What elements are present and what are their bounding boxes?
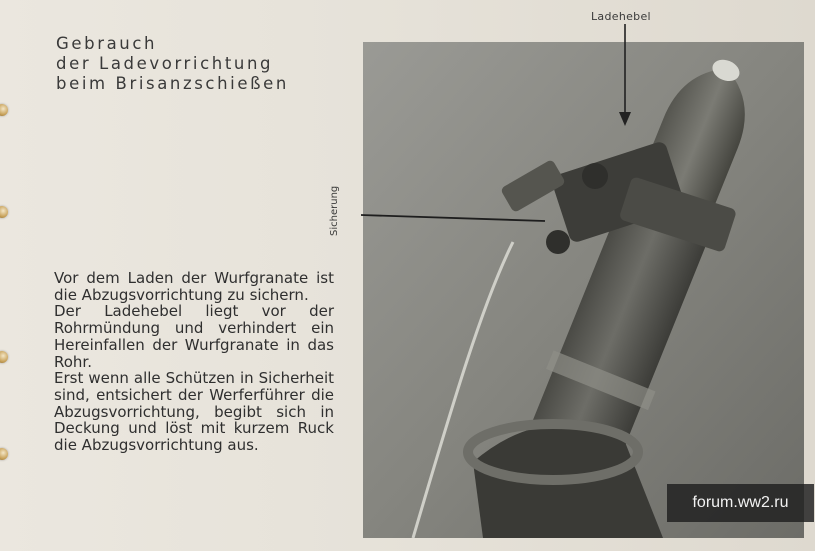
paragraph-1: Vor dem Laden der Wurfgranate ist die Abzugsvorrichtung zu sichern.: [54, 269, 334, 304]
ladehebel-arrow: [617, 24, 633, 128]
page-title: [56, 34, 346, 94]
title-line-1: Gebrauch: [56, 34, 158, 53]
binder-hole: [0, 448, 8, 460]
binder-hole: [0, 104, 8, 116]
sicherung-pointer-line: [361, 212, 546, 224]
mortar-photo: [363, 42, 804, 538]
watermark: forum.ww2.ru: [667, 484, 814, 522]
paragraph-3: Erst wenn alle Schützen in Sicherheit sind, entsichert der Werferführer die Abzugsvorrichtung, begibt sich in Deckung und löst mit kurzem Ruck die Abzugsvorrichtung aus.: [54, 369, 334, 455]
binder-hole: [0, 351, 8, 363]
ladehebel-label: Ladehebel: [591, 10, 651, 23]
title-line-2: der Ladevorrichtung: [56, 54, 274, 73]
title-line-3: beim Brisanzschießen: [56, 74, 289, 93]
binder-hole: [0, 206, 8, 218]
mortar-illustration: [363, 42, 804, 538]
sicherung-label: Sicherung: [329, 185, 340, 236]
paragraph-2: Der Ladehebel liegt vor der Rohrmündung und verhindert ein Hereinfallen der Wurfgranate in das Rohr.: [54, 302, 334, 371]
body-text: [54, 270, 334, 454]
